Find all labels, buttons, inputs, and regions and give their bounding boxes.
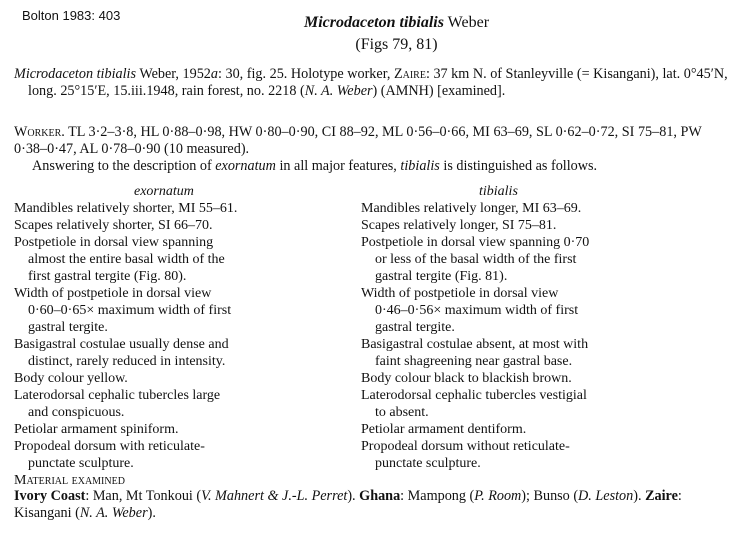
left-column-line: Scapes relatively shorter, SI 66–70. [14, 218, 213, 233]
material-collector: P. Room [474, 488, 522, 504]
material-collector: D. Leston [578, 488, 634, 504]
comparison-right-column [361, 183, 721, 472]
material-locality: Ghana [359, 488, 401, 504]
left-column-line: Postpetiole in dorsal view spanning [14, 235, 214, 250]
right-column-line: Postpetiole in dorsal view spanning 0·70 [361, 235, 590, 250]
synonymy-name: Microdaceton tibialis [14, 66, 137, 82]
left-column-line: gastral tergite. [28, 320, 108, 335]
right-column-line: 0·46–0·56× maximum width of first [375, 303, 579, 318]
left-column-line: Width of postpetiole in dorsal view [14, 286, 212, 301]
source-tag: Bolton 1983: 403 [22, 8, 121, 23]
figure-reference: (Figs 79, 81) [355, 36, 438, 53]
synonymy-text: ) (AMNH) [examined]. [372, 83, 506, 99]
right-column-line: Mandibles relatively longer, MI 63–69. [361, 201, 582, 216]
right-column-line: Scapes relatively longer, SI 75–81. [361, 218, 557, 233]
material-heading-text: Material examined [14, 473, 125, 488]
answer-species: tibialis [400, 158, 440, 174]
right-column-line: gastral tergite. [375, 320, 455, 335]
answer-text: Answering to the description of [32, 158, 216, 174]
right-column-line: Laterodorsal cephalic tubercles vestigial [361, 388, 587, 403]
left-column-line: 0·60–0·65× maximum width of first [28, 303, 232, 318]
species-author: Weber [443, 14, 490, 31]
left-column-heading: exornatum [134, 184, 194, 199]
right-column-line: Propodeal dorsum without reticulate- [361, 439, 570, 454]
material-heading [14, 472, 720, 489]
synonymy-collector: N. A. Weber [304, 83, 373, 99]
right-column-lines [361, 200, 721, 472]
material-text: : Mampong ( [400, 488, 475, 504]
left-column-lines [14, 200, 354, 472]
left-column-line: first gastral tergite (Fig. 80). [28, 269, 187, 284]
right-column-line: Petiolar armament dentiform. [361, 422, 527, 437]
species-name: Microdaceton tibialis [303, 14, 444, 31]
right-column-line: faint shagreening near gastral base. [375, 354, 573, 369]
right-column-line: gastral tergite (Fig. 81). [375, 269, 508, 284]
synonymy-paragraph [14, 66, 733, 100]
right-column-line: Basigastral costulae absent, at most with [361, 337, 589, 352]
right-column-heading: tibialis [479, 184, 518, 199]
right-column-line: Width of postpetiole in dorsal view [361, 286, 559, 301]
left-column-line: almost the entire basal width of the [28, 252, 225, 267]
answer-species: exornatum [215, 158, 276, 174]
left-column-line: punctate sculpture. [28, 456, 134, 471]
right-column-line: to absent. [375, 405, 429, 420]
worker-label: Worker [14, 124, 62, 140]
left-column-line: Basigastral costulae usually dense and [14, 337, 229, 352]
material-text: ). [147, 505, 156, 521]
left-column-line: Body colour yellow. [14, 371, 128, 386]
synonymy-text: : 30, fig. 25. Holotype worker, [217, 66, 394, 82]
right-column-line: Body colour black to blackish brown. [361, 371, 572, 386]
material-text: ); Bunso ( [521, 488, 579, 504]
material-paragraph [14, 488, 720, 522]
right-column-line: or less of the basal width of the first [375, 252, 577, 267]
comparison-left-column [14, 183, 354, 472]
synonymy-year-suffix: a [210, 66, 218, 82]
material-locality: Ivory Coast [14, 488, 86, 504]
answer-text: in all major features, [275, 158, 401, 174]
material-locality: Zaire [645, 488, 678, 504]
left-column-line: Propodeal dorsum with reticulate- [14, 439, 205, 454]
synonymy-text: : 37 km N. of Stanleyville (= Kisangani), lat. 0°45′N, long. 25°15′E, 15.iii.1948, rain forest, no. 2218 ( [28, 66, 728, 99]
species-title [0, 14, 733, 32]
left-column-line: Mandibles relatively shorter, MI 55–61. [14, 201, 238, 216]
left-column-line: Petiolar armament spiniform. [14, 422, 179, 437]
left-column-line: distinct, rarely reduced in intensity. [28, 354, 226, 369]
left-column-line: Laterodorsal cephalic tubercles large [14, 388, 221, 403]
synonymy-country: Zaire [393, 66, 426, 82]
material-collector: V. Mahnert & J.-L. Perret [201, 488, 348, 504]
material-text: : Kisangani ( [14, 488, 682, 521]
answer-paragraph [14, 158, 720, 175]
left-column-line: and conspicuous. [28, 405, 125, 420]
worker-paragraph [14, 124, 720, 158]
answer-text: is distinguished as follows. [439, 158, 598, 174]
synonymy-text: Weber, 1952 [136, 66, 211, 82]
right-column-line: punctate sculpture. [375, 456, 481, 471]
material-text: ). [347, 488, 360, 504]
material-text: : Man, Mt Tonkoui ( [85, 488, 202, 504]
worker-measurements: . TL 3·2–3·8, HL 0·88–0·98, HW 0·80–0·90, CI 88–92, ML 0·56–0·66, MI 63–69, SL 0·62–0·72, SI 75–81, PW 0·38–0·47, AL 0·78–0·90 (10 measured). [14, 124, 702, 157]
material-collector: N. A. Weber [79, 505, 148, 521]
material-text: ). [633, 488, 646, 504]
